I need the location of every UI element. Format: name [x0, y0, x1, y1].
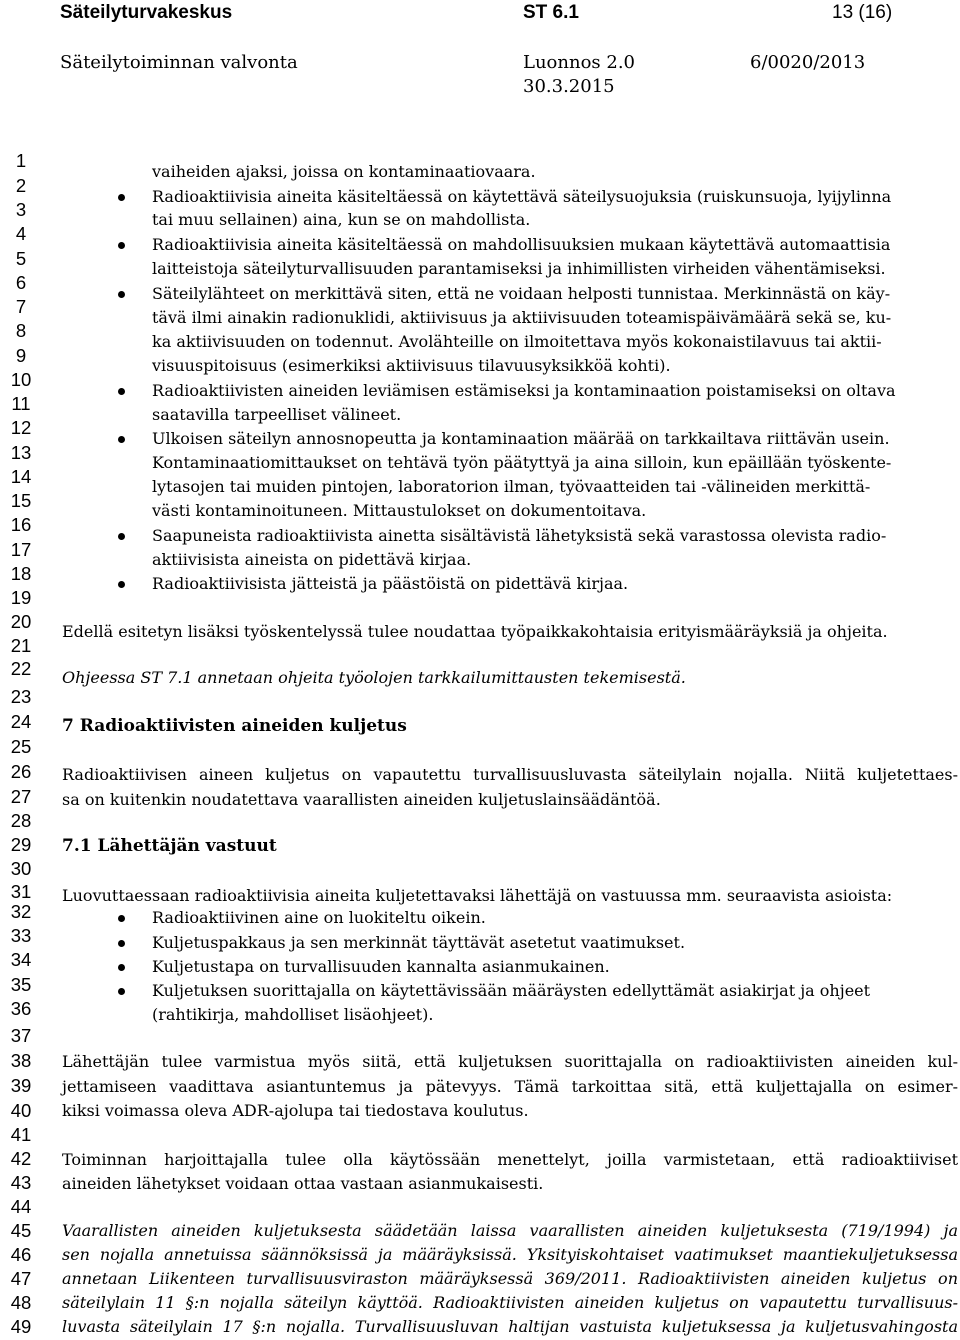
text-line: Säteilylähteet on merkittävä siten, että ne voidaan helposti tunnistaa. Merkinnästä on käy-: [152, 284, 891, 303]
text-line: vaiheiden ajaksi, joissa on kontaminaatiovaara.: [152, 162, 536, 181]
text-line: Kontaminaatiomittaukset on tehtävä työn päätyttyä ja aina silloin, kun epäillään työskente-: [152, 453, 892, 472]
line-number: 25: [10, 736, 32, 757]
text-line: Radioaktiivisen aineen kuljetus on vapautettu turvallisuusluvasta säteilylain nojalla. Niitä kuljetettaes-: [62, 765, 958, 784]
header-date: 30.3.2015: [523, 76, 615, 97]
line-number: 31: [10, 881, 32, 902]
line-number: 22: [10, 658, 32, 679]
line-number: 43: [10, 1172, 32, 1193]
line-number: 32: [10, 901, 32, 922]
line-number: 36: [10, 998, 32, 1019]
text-line: annetaan Liikenteen turvallisuusviraston määräyksessä 369/2011. Radioaktiivisten aineiden kuljetus on: [62, 1269, 958, 1288]
line-number: 46: [10, 1244, 32, 1265]
line-number: 2: [15, 175, 27, 196]
bullet-icon: [118, 242, 125, 249]
header-page: 13 (16): [832, 2, 893, 23]
text-line: tai muu sellainen) aina, kun se on mahdollista.: [152, 210, 531, 229]
line-number: 15: [10, 490, 32, 511]
text-line: Radioaktiivisista jätteistä ja päästöistä on pidettävä kirjaa.: [152, 574, 629, 593]
line-number: 39: [10, 1075, 32, 1096]
line-number: 20: [10, 611, 32, 632]
line-number: 42: [10, 1148, 32, 1169]
text-line: aineiden lähetykset voidaan ottaa vastaan asianmukaisesti.: [62, 1174, 544, 1193]
text-line: Luovuttaessaan radioaktiivisia aineita kuljetettavaksi lähettäjä on vastuussa mm. seuraavista asioista:: [62, 886, 893, 905]
header-draft: Luonnos 2.0: [523, 52, 635, 73]
line-number: 49: [10, 1316, 32, 1337]
text-line: laitteistoja säteilyturvallisuuden parantamiseksi ja inhimillisten virheiden vähentämiseksi.: [152, 259, 886, 278]
bullet-icon: [118, 291, 125, 298]
bullet-icon: [118, 964, 125, 971]
line-number: 1: [15, 150, 27, 171]
line-number: 41: [10, 1124, 32, 1145]
text-line: lytasojen tai muiden pintojen, laboratorion ilman, työvaatteiden tai -välineiden merkittä-: [152, 477, 871, 496]
line-number: 18: [10, 563, 32, 584]
text-line: sa on kuitenkin noudatettava vaarallisten aineiden kuljetuslainsäädäntöä.: [62, 790, 661, 809]
line-number: 48: [10, 1292, 32, 1313]
bullet-icon: [118, 436, 125, 443]
line-number: 8: [15, 320, 27, 341]
line-number: 28: [10, 810, 32, 831]
header-guide: ST 6.1: [523, 2, 579, 23]
line-number: 11: [11, 393, 31, 414]
text-line: Radioaktiivisia aineita käsiteltäessä on mahdollisuuksien mukaan käytettävä automaattisia: [152, 235, 891, 254]
text-line: Lähettäjän tulee varmistua myös siitä, että kuljetuksen suorittajalla on radioaktiivisten aineiden kul-: [62, 1052, 958, 1071]
text-line: sen nojalla annetuissa säännöksissä ja määräyksissä. Yksityiskohtaiset vaatimukset maantiekuljetuksessa: [62, 1245, 958, 1264]
line-number: 19: [10, 587, 32, 608]
header-org: Säteilyturvakeskus: [60, 2, 233, 23]
line-number: 27: [10, 786, 32, 807]
text-line: säteilylain 11 §:n nojalla säteilyn käyttöä. Radioaktiivisten aineiden kuljetus on vapautettu turvallisuus-: [62, 1293, 958, 1312]
section-heading: 7 Radioaktiivisten aineiden kuljetus: [62, 716, 407, 736]
text-line: Ohjeessa ST 7.1 annetaan ohjeita työolojen tarkkailumittausten tekemisestä.: [62, 668, 686, 687]
text-line: aktiivisista aineista on pidettävä kirjaa.: [152, 550, 472, 569]
bullet-icon: [118, 194, 125, 201]
text-line: Radioaktiivisten aineiden leviämisen estämiseksi ja kontaminaation poistamiseksi on oltava: [152, 381, 896, 400]
text-line: västi kontaminoituneen. Mittaustulokset on dokumentoitava.: [152, 501, 647, 520]
bullet-icon: [118, 581, 125, 588]
line-number: 14: [10, 466, 32, 487]
line-number: 38: [10, 1050, 32, 1071]
line-number: 9: [15, 345, 27, 366]
line-number: 23: [10, 686, 32, 707]
text-line: Radioaktiivisia aineita käsiteltäessä on käytettävä säteilysuojuksia (ruiskunsuoja, lyijylinna: [152, 187, 892, 206]
line-number: 26: [10, 761, 32, 782]
line-number: 12: [10, 417, 32, 438]
text-line: Ulkoisen säteilyn annosnopeutta ja kontaminaation määrää on tarkkailtava riittävän usein.: [152, 429, 890, 448]
line-number: 17: [10, 539, 32, 560]
line-number: 4: [15, 223, 27, 244]
bullet-icon: [118, 988, 125, 995]
section-heading: 7.1 Lähettäjän vastuut: [62, 836, 277, 856]
line-number: 47: [10, 1268, 32, 1289]
text-line: (rahtikirja, mahdolliset lisäohjeet).: [152, 1005, 434, 1024]
line-number: 6: [15, 272, 27, 293]
text-line: jettamiseen vaadittava asiantuntemus ja pätevyys. Tämä tarkoittaa sitä, että kuljettajalla on esimer-: [62, 1077, 958, 1096]
text-line: Edellä esitetyn lisäksi työskentelyssä tulee noudattaa työpaikkakohtaisia erityismääräyksiä ja ohjeita.: [62, 622, 888, 641]
text-line: kiksi voimassa oleva ADR-ajolupa tai tiedostava koulutus.: [62, 1101, 529, 1120]
bullet-icon: [118, 533, 125, 540]
text-line: saatavilla tarpeelliset välineet.: [152, 405, 402, 424]
text-line: ka aktiivisuuden on todennut. Avolähteille on ilmoitettava myös kokonaistilavuus tai aktii-: [152, 332, 882, 351]
line-number: 40: [10, 1100, 32, 1121]
bullet-icon: [118, 388, 125, 395]
bullet-icon: [118, 940, 125, 947]
line-number: 35: [10, 974, 32, 995]
text-line: Vaarallisten aineiden kuljetuksesta säädetään laissa vaarallisten aineiden kuljetuksesta (719/1994) ja: [62, 1221, 958, 1240]
line-number: 44: [10, 1196, 32, 1217]
text-line: Kuljetustapa on turvallisuuden kannalta asianmukainen.: [152, 957, 610, 976]
text-line: Toiminnan harjoittajalla tulee olla käytössään menettelyt, joilla varmistetaan, että radioaktiiviset: [62, 1150, 958, 1169]
text-line: Kuljetuksen suorittajalla on käytettävissään määräysten edellyttämät asiakirjat ja ohjeet: [152, 981, 871, 1000]
text-line: tävä ilmi ainakin radionuklidi, aktiivisuus ja aktiivisuuden toteamispäivämäärä sekä se, ku-: [152, 308, 892, 327]
line-number: 34: [10, 949, 32, 970]
line-number: 30: [10, 858, 32, 879]
text-line: Saapuneista radioaktiivista ainetta sisältävistä lähetyksistä sekä varastossa olevista radio-: [152, 526, 887, 545]
text-line: visuuspitoisuus (esimerkiksi aktiivisuus tilavuusyksikköä kohti).: [152, 356, 671, 375]
text-line: Radioaktiivinen aine on luokiteltu oikein.: [152, 908, 486, 927]
text-line: luvasta säteilylain 17 §:n nojalla. Turvallisuusluvan haltijan vastuista kuljetuksessa ja kuljetusvahingosta: [62, 1317, 958, 1336]
line-number: 13: [10, 442, 32, 463]
bullet-icon: [118, 915, 125, 922]
line-number: 10: [10, 369, 32, 390]
line-number: 21: [10, 635, 32, 656]
text-line: Kuljetuspakkaus ja sen merkinnät täyttävät asetetut vaatimukset.: [152, 933, 686, 952]
line-number: 3: [15, 199, 27, 220]
line-number: 5: [15, 248, 27, 269]
line-number: 45: [10, 1220, 32, 1241]
line-number: 24: [10, 711, 32, 732]
line-number: 16: [10, 514, 32, 535]
header-ref: 6/0020/2013: [750, 52, 866, 73]
line-number: 7: [15, 296, 27, 317]
line-number: 29: [10, 834, 32, 855]
line-number: 37: [10, 1025, 32, 1046]
header-section: Säteilytoiminnan valvonta: [60, 52, 298, 73]
line-number: 33: [10, 925, 32, 946]
